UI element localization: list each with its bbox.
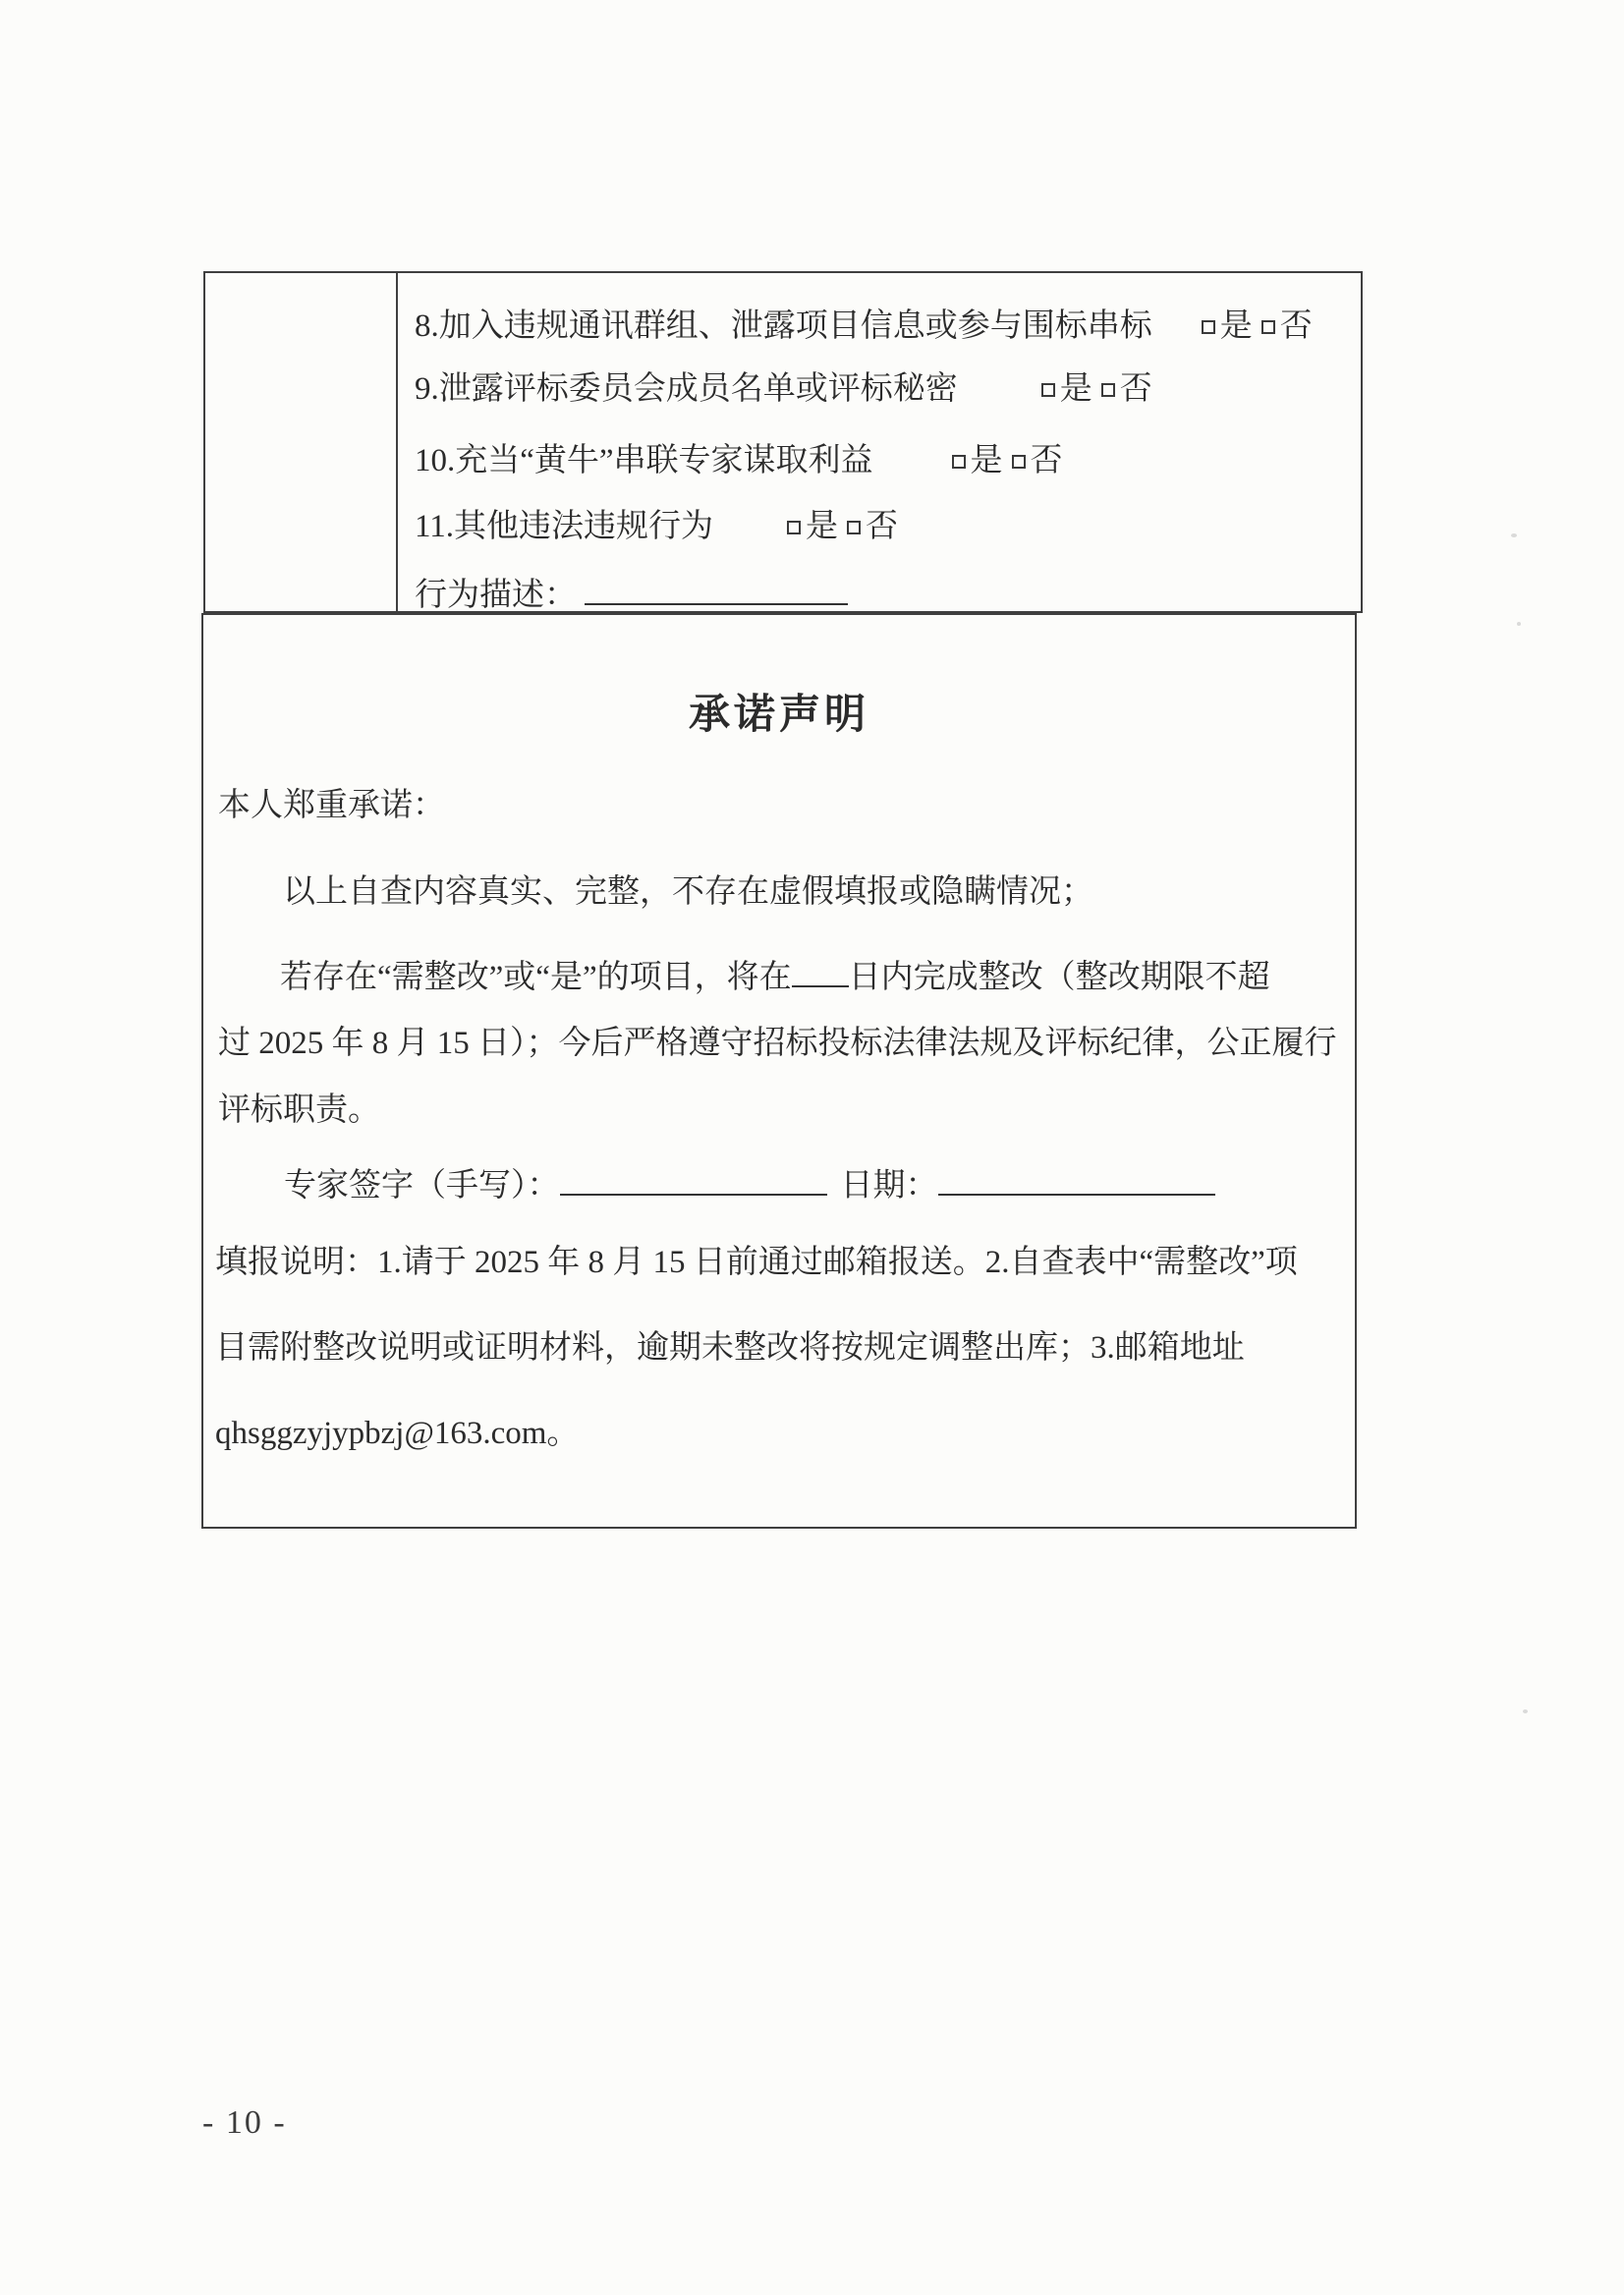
behavior-description-label: 行为描述： — [415, 578, 577, 613]
checkbox-no-11[interactable] — [847, 521, 861, 534]
yes-label-11: 是 — [806, 509, 839, 544]
date-label: 日期： — [840, 1168, 938, 1203]
self-check-table — [203, 271, 1363, 613]
checklist-item-10 — [415, 441, 1063, 481]
para2-line1-post: 日内完成整改（整改期限不超 — [848, 960, 1270, 995]
table-left-cell — [205, 273, 396, 611]
table-column-divider — [396, 273, 398, 611]
yes-no-group-11 — [787, 509, 898, 544]
page-number: - 10 - — [202, 2104, 287, 2141]
date-blank[interactable] — [938, 1161, 1215, 1196]
checklist-item-10-text: 10.充当“黄牛”串联专家谋取利益 — [415, 443, 873, 478]
checkbox-no-9[interactable] — [1101, 383, 1115, 397]
declaration-title: 承诺声明 — [688, 693, 869, 738]
signature-label: 专家签字（手写）： — [284, 1168, 560, 1203]
no-label-8: 否 — [1279, 308, 1313, 344]
checklist-item-8 — [415, 307, 1313, 347]
checkbox-yes-8[interactable] — [1202, 320, 1215, 334]
signature-blank[interactable] — [560, 1161, 827, 1196]
no-label-9: 否 — [1119, 371, 1152, 407]
checkbox-no-8[interactable] — [1261, 320, 1275, 334]
scan-artifact — [1511, 533, 1517, 537]
behavior-description-blank[interactable] — [585, 571, 848, 605]
notes-line-2: 目需附整改说明或证明材料，逾期未整改将按规定调整出库；3.邮箱地址 — [215, 1330, 1245, 1366]
checklist-item-11-text: 11.其他违法违规行为 — [415, 509, 714, 544]
declaration-para1: 以上自查内容真实、完整，不存在虚假填报或隐瞒情况； — [283, 874, 1093, 910]
yes-no-group-10 — [952, 443, 1063, 478]
checkbox-yes-9[interactable] — [1041, 383, 1055, 397]
notes-line-1: 填报说明：1.请于 2025 年 8 月 15 日前通过邮箱报送。2.自查表中“需整改”项 — [215, 1245, 1298, 1280]
commitment-declaration-box — [201, 613, 1357, 1529]
notes-line-3-email: qhsggzyjypbzj@163.com。 — [215, 1416, 580, 1451]
days-blank[interactable] — [792, 953, 849, 987]
yes-label-8: 是 — [1219, 308, 1253, 344]
declaration-opening: 本人郑重承诺： — [218, 788, 445, 823]
declaration-para2-line3: 评标职责。 — [218, 1092, 380, 1128]
para2-line1-pre: 若存在“需整改”或“是”的项目，将在 — [280, 960, 792, 995]
scan-artifact — [1523, 1709, 1528, 1713]
checklist-item-8-text: 8.加入违规通讯群组、泄露项目信息或参与围标串标 — [415, 308, 1152, 344]
declaration-para2-line1 — [280, 953, 1270, 998]
declaration-para2-line2: 过 2025 年 8 月 15 日）；今后严格遵守招标投标法律法规及评标纪律，公正履行 — [218, 1026, 1337, 1061]
yes-label-10: 是 — [970, 443, 1003, 478]
yes-no-group-9 — [1041, 371, 1152, 407]
signature-row — [284, 1161, 1215, 1206]
no-label-11: 否 — [866, 509, 899, 544]
checklist-item-9-text: 9.泄露评标委员会成员名单或评标秘密 — [415, 371, 958, 407]
checklist-item-11 — [415, 507, 898, 547]
behavior-description-row — [415, 571, 848, 616]
checkbox-yes-11[interactable] — [787, 521, 801, 534]
checklist-item-9 — [415, 369, 1152, 410]
yes-no-group-8 — [1202, 308, 1313, 344]
checkbox-yes-10[interactable] — [952, 455, 966, 469]
yes-label-9: 是 — [1059, 371, 1092, 407]
checkbox-no-10[interactable] — [1012, 455, 1026, 469]
scan-artifact — [1517, 622, 1521, 626]
no-label-10: 否 — [1030, 443, 1063, 478]
